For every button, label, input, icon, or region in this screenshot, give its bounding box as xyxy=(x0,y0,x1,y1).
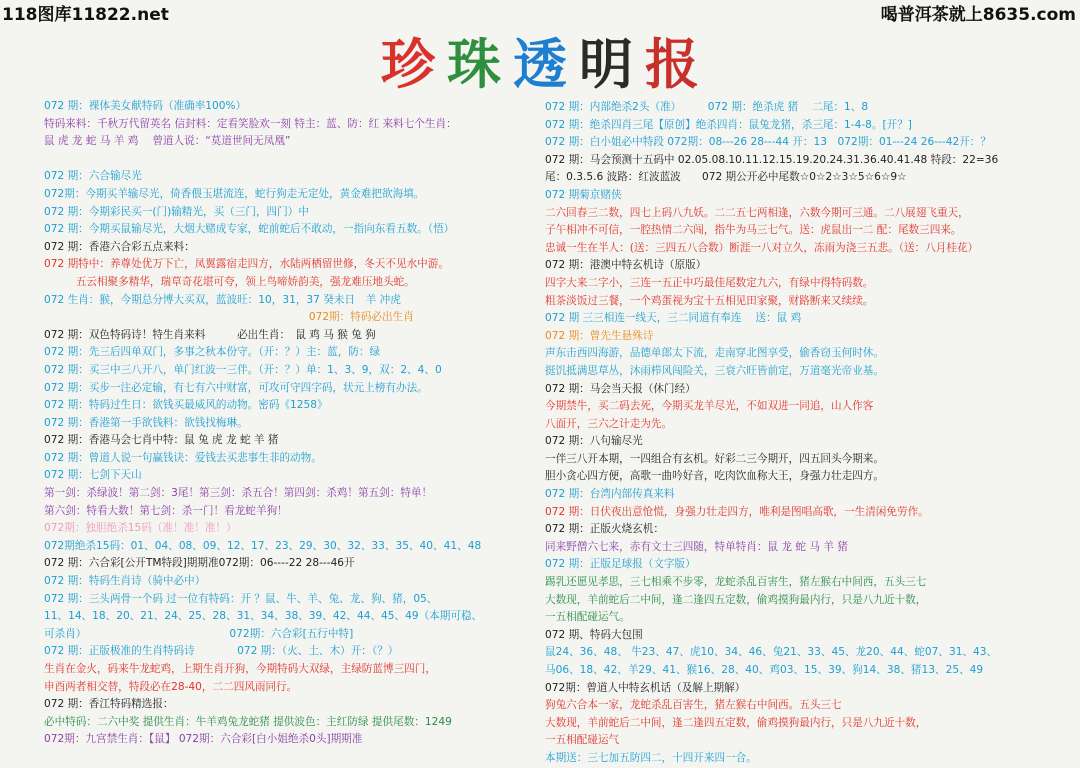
text-line: 072 期：香港第一手欲钱料：欲钱找梅琳。 xyxy=(44,416,248,429)
left-column xyxy=(44,98,534,749)
text-line: 同来野僧六七来，赤有文士三四随，特单特肖：鼠 龙 蛇 马 羊 猪 xyxy=(545,540,848,553)
title-char: 珍 xyxy=(381,32,435,96)
text-line: 一伴三八开本期，一四组合有玄机。好彩二三今期开，四五回头今期来。 xyxy=(545,452,884,465)
text-line: 072 期特中：养尊处优万下亡，凤翼露宿走四方，水陆两栖留世修，冬天不见水中游。 xyxy=(44,258,449,271)
text-line: 072 期：三头两骨一个码 过一位有特码：开 ？鼠、牛、羊、兔、龙、狗、猪，05、 xyxy=(44,592,438,605)
text-line: 072 期：香港马会七肖中特：鼠 兔 虎 龙 蛇 羊 猪 xyxy=(44,434,279,447)
text-line: 072 期：裸体美女献特码（准确率100%） xyxy=(44,100,247,112)
text-line: 072期：独胆绝杀15码（准！准！准！） xyxy=(44,522,237,535)
text-line: 072 期：今期买鼠输尽光，大烟大赌成专家，蛇前蛇后不敢动，一指向东看五数。（悟） xyxy=(44,223,455,236)
text-line: 胆小贪心四方便，高歌一曲吟好音，吃肉饮血称大王，身强力壮走四方。 xyxy=(545,470,884,483)
text-line: 072 期、特码大包围 xyxy=(545,628,643,641)
text-line: 一五相配碰运气 xyxy=(545,734,620,747)
text-line: 072 期：买步一注必定输，有七有六中财富，可攻可守四字码，状元上榜有办法。 xyxy=(44,381,428,394)
text-line: 072 期：港澳中特玄机诗（原版） xyxy=(545,259,707,272)
text-line: 072 期：六合输尽光 xyxy=(44,170,142,183)
text-line: 072期绝杀15码：01、04、08、09、12、17、23、29、30、32、33、35、40、41、48 xyxy=(44,539,482,552)
text-line: 鼠24、36、48、 牛23、47、虎10、34、46、兔21、33、45、龙20、44、蛇07、31、43、 xyxy=(545,646,998,659)
text-line: 子午相冲不可信，一腔热情二六闯，指牛为马三七气。送：虎鼠出一二 配：尾数三四来。 xyxy=(545,224,962,237)
text-line: 072期：曾道人中特玄机话（及解上期解） xyxy=(545,681,746,694)
text-line: 必中特码：二六中奖 提供生肖：牛羊鸡兔龙蛇猪 提供波色：主红防绿 提供尾数：1249 xyxy=(44,715,452,728)
text-line: 生肖在金火，码来牛龙蛇鸡，上期生肖开狗，今期特码大双绿，主绿防蓝博三四门， xyxy=(44,663,436,675)
text-line: 072 期：香江特码精选报： xyxy=(44,698,174,711)
text-line: 挺饥抵满思草丛，沐雨栉风闯险关，三衰六旺皆前定，万道毫光帝业基。 xyxy=(545,364,884,377)
site-logo-right[interactable]: 喝普洱茶就上8635.com xyxy=(880,5,1076,25)
text-line: 一五相配碰运气。 xyxy=(545,611,630,624)
text-line: 072 生肖：猴，今期总分博大买双，蓝波旺：10，31，37 癸未日 羊 冲虎 xyxy=(44,293,401,306)
title-char: 明 xyxy=(579,32,633,96)
text-line: 072 期：内部绝杀2头（准） 072 期：绝杀虎 猪 二尾：1、8 xyxy=(545,101,869,113)
text-line xyxy=(44,151,534,169)
text-line: 马06、18、42、羊29、41、猴16、28、40、鸡03、15、39、狗14、38、猪13、25、49 xyxy=(545,664,984,676)
text-line: 072 期：双色特码诗！特生肖来料 必出生肖： 鼠 鸡 马 猴 兔 狗 xyxy=(44,328,376,341)
text-line: 072 期：白小姐必中特段 072期：08---26 28---44 开：13 072期：01---24 26---42开：？ xyxy=(545,136,991,149)
text-line: 粗茶淡饭过三餐，一个鸡蛋视为宝十五相见田家聚，财路断来又续续。 xyxy=(545,294,874,307)
text-line: 072期：今期买羊输尽光，倚香偎玉堪流连，蛇行狗走无定处，黄金难把欲海填。 xyxy=(44,187,425,200)
text-line: 鼠 虎 龙 蛇 马 羊 鸡 曾道人说：“莫道世间无凤凰” xyxy=(44,135,291,148)
site-logo-left[interactable]: 118图库11822.net xyxy=(2,5,169,25)
text-line: 八面开，三六之计走为先。 xyxy=(545,417,673,430)
text-line: 072 期：正版极准的生肖特码诗 072 期：（火、土、木）开：（？） xyxy=(44,645,399,658)
page-title xyxy=(0,22,1080,99)
text-line: 踢乳还愿见孝思，三七相乘不步零，龙蛇杀乱百害生，猪左猴右中间西，五头三七 xyxy=(545,576,927,589)
text-line: 072 期：马会预测十五码中 02.05.08.10.11.12.15.19.20.24.31.36.40.41.48 特段：22=36 xyxy=(545,153,999,166)
text-line: 072 期：曾道人说一句赢钱诀：爱钱去买悲事生非的动物。 xyxy=(44,451,322,464)
text-line: 072 期：七剑下天山 xyxy=(44,469,142,482)
text-line: 072 期：特码生肖诗（骑中必中） xyxy=(44,575,206,588)
text-line: 072 期：今期彩民买一(门)输精光，买（三门，四门）中 xyxy=(44,205,309,218)
text-line: 072 期：八句输尽光 xyxy=(545,435,643,448)
text-line: 申酉两者相交替，特段必在28-40，二二四风雨同行。 xyxy=(44,680,298,693)
text-line: 四字大来二字小，三连一五正中巧最佳尾数定九六，有绿中得特码数。 xyxy=(545,276,874,289)
text-line: 072 期：特码过生日：欲钱买最威风的动物。密码《1258》 xyxy=(44,399,328,412)
text-line: 072 期：买三中三八开八，单门红波一三伴。（开：？）单：1、3、9，双：2、4、0 xyxy=(44,363,442,376)
text-line: 072 期：台湾内部传真来料 xyxy=(545,488,675,501)
text-line: 072 期 三三相连一线天，三二同道有奉连 送：鼠 鸡 xyxy=(545,312,802,325)
text-line: 11、14、18、20、21、24、25、28、31、34、38、39、42、44、45、49（本期可稳、 xyxy=(44,610,483,623)
text-line: 072 期菊京赌侠 xyxy=(545,188,622,201)
right-column xyxy=(545,99,1040,768)
text-line: 第一剑：杀绿波！第二剑：3尾！第三剑：杀五合！第四剑：杀鸡！第五剑：特单！ xyxy=(44,487,433,500)
text-line: 第六剑：特看大数！第七剑：杀一门！看龙蛇羊狗！ xyxy=(44,504,288,517)
text-line: 072 期：日伏夜出意怆慌，身强力壮走四方，唯利是图唱高歌，一生清闲免劳作。 xyxy=(545,505,929,518)
title-char: 珠 xyxy=(447,32,501,96)
text-line: 可杀肖） 072期：六合彩[五行中特] xyxy=(44,627,354,640)
text-line: 072期：九宫禁生肖：【鼠】 072期：六合彩[白小姐绝杀0头]期期准 xyxy=(44,733,363,746)
text-line: 072 期：绝杀四肖三尾【原创】绝杀四肖：鼠兔龙猪，杀三尾：1-4-8。[开？] xyxy=(545,118,912,131)
text-line: 072 期：马会当天报（休门经） xyxy=(545,382,696,395)
text-line: 072 期：正版火烧玄机： xyxy=(545,523,664,536)
text-line: 声东击西四海游，品德单郎太下流，走南穿北图享受，偷香窃玉何时休。 xyxy=(545,347,884,360)
text-line: 今期禁牛，买二码去死，今期买龙羊尽光，不如双进一同追，山人作客 xyxy=(545,400,874,413)
text-line: 072 期：先三后四单双门，多事之秋本份守。（开：？）主：蓝，防：绿 xyxy=(44,346,381,359)
text-line: 072 期：曾先生悬殊诗 xyxy=(545,329,654,342)
text-line: 五云相聚多精华，瑞草奇花堪可夸，领上鸟啼娇韵美，强龙难压地头蛇。 xyxy=(44,275,415,288)
title-char: 报 xyxy=(645,32,699,96)
text-line: 本期送：三七加五防四二，十四开来四一合。 xyxy=(545,751,757,764)
text-line: 072期：特码必出生肖 xyxy=(44,311,414,324)
text-line: 大数现，羊前蛇后二中间，逢二逢四五定数，偷鸡摸狗最内行，只是八九近十数， xyxy=(545,593,927,606)
title-char: 透 xyxy=(513,32,567,96)
text-line: 二六回春三二数，四七上码八九妖。二二五七两相逢，六数今期可三通。二八展翅飞重天， xyxy=(545,206,969,219)
text-line: 忠诚一生在半人：(送：三四五八合数）断涯一八对立久，冻雨为浇三五悲。（送：八月桂花） xyxy=(545,241,979,254)
text-line: 大数现，羊前蛇后二中间，逢二逢四五定数，偷鸡摸狗最内行，只是八九近十数， xyxy=(545,716,927,729)
text-line: 072 期：香港六合彩五点来料： xyxy=(44,240,195,253)
text-line: 072 期：六合彩[公开TM特段]期期准072期：06----22 28---46开 xyxy=(44,557,355,570)
text-line: 特码来料：千秋万代留英名 信封料：定看笑脸欢一刻 特主：蓝、防：红 来料七个生肖： xyxy=(44,117,457,130)
text-line: 尾：0.3.5.6 波路：红波蓝波 072 期公开必中尾数☆0☆2☆3☆5☆6☆9☆ xyxy=(545,171,907,184)
text-line: 狗兔六合本一家，龙蛇杀乱百害生，猪左猴右中间西。五头三七 xyxy=(545,699,842,712)
text-line: 072 期：正版足球报（文字版） xyxy=(545,558,696,571)
